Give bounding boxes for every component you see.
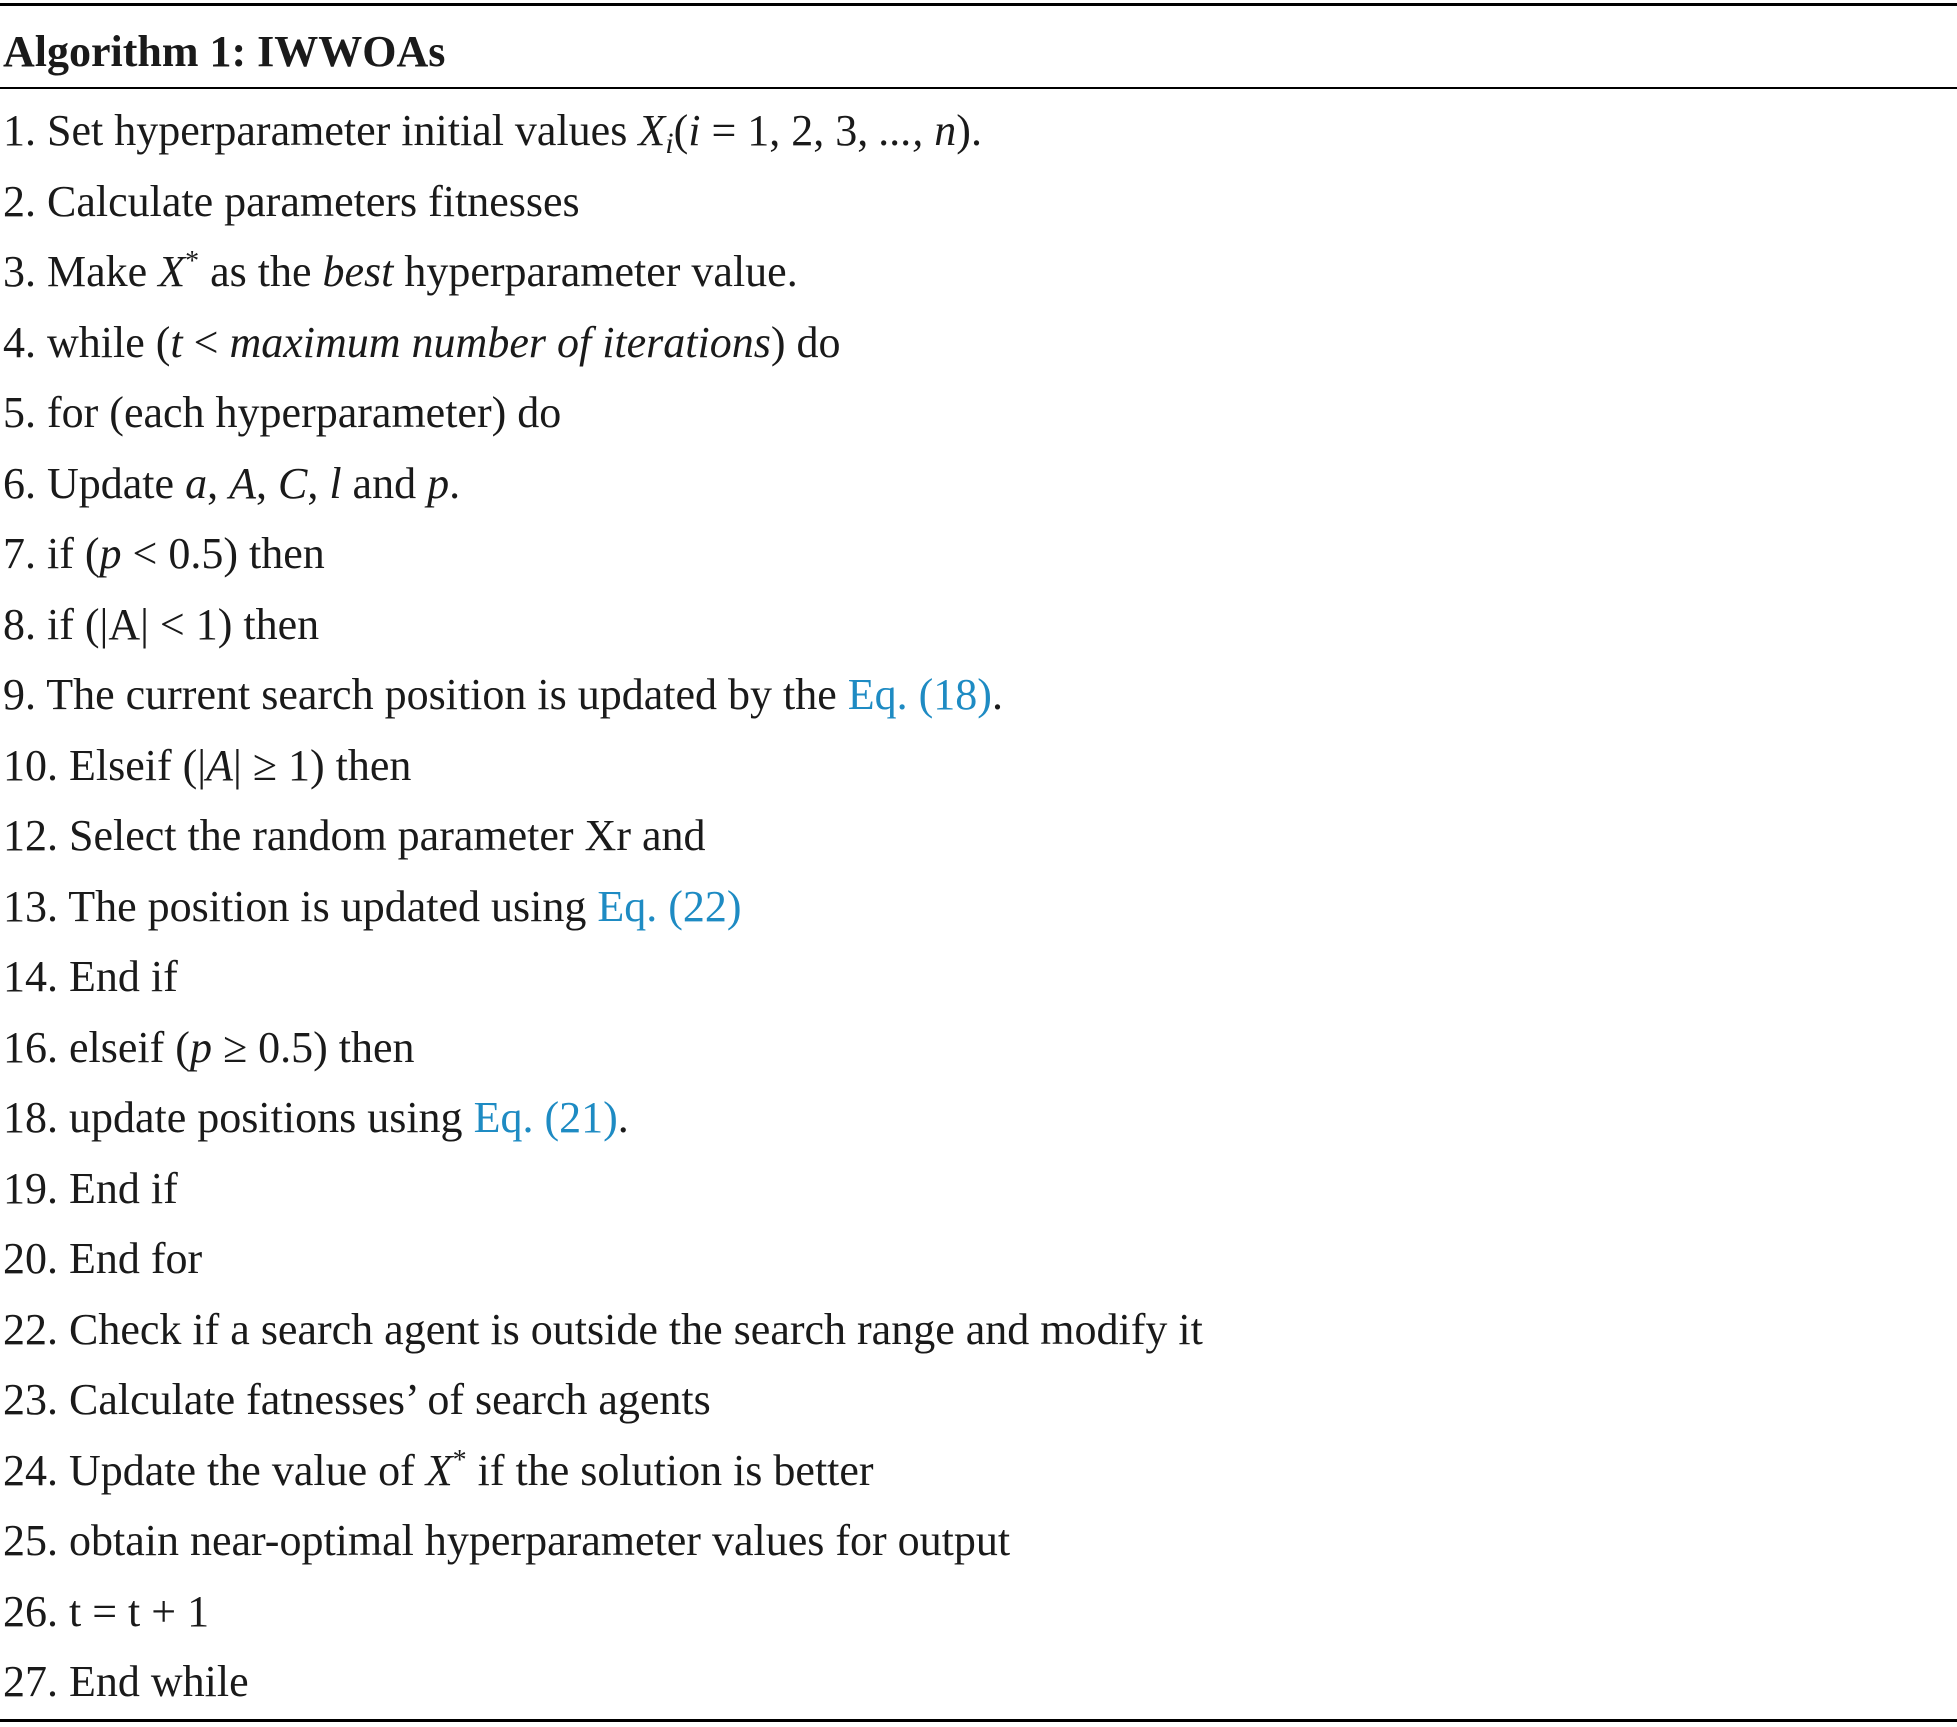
step-9: 9. The current search position is updated by the Eq. (18).: [3, 670, 1003, 719]
step-16: 16. elseif (p ≥ 0.5) then: [3, 1022, 415, 1072]
step-25: 25. obtain near-optimal hyperparameter values for output: [3, 1516, 1011, 1565]
step-22: 22. Check if a search agent is outside the search range and modify it: [3, 1304, 1203, 1354]
step-12: 12. Select the random parameter Xr and: [3, 811, 706, 860]
step-5: 5. for (each hyperparameter) do: [3, 388, 562, 437]
step-7: 7. if (p < 0.5) then: [3, 529, 325, 578]
step-23: 23. Calculate fatnesses’ of search agents: [3, 1375, 711, 1424]
bottom-rule: [0, 1719, 1957, 1722]
step-4: 4. while (t < maximum number of iterations) do: [3, 317, 841, 367]
step-13: 13. The position is updated using Eq. (22): [3, 881, 742, 931]
algorithm-steps: [3, 96, 1203, 1718]
top-rule: [0, 3, 1957, 6]
header-rule: [0, 87, 1957, 89]
step-27: 27. End while: [3, 1657, 249, 1706]
step-26: 26. t = t + 1: [3, 1586, 210, 1636]
step-2: 2. Calculate parameters fitnesses: [3, 176, 580, 226]
step-19: 19. End if: [3, 1163, 178, 1213]
step-3: 3. Make X* as the best hyperparameter value.: [3, 246, 798, 296]
step-14: 14. End if: [3, 952, 178, 1001]
step-10: 10. Elseif (|A| ≥ 1) then: [3, 740, 412, 790]
step-24: 24. Update the value of X* if the solution is better: [3, 1444, 874, 1495]
eq-22-link[interactable]: Eq. (22): [597, 881, 742, 931]
eq-21-link[interactable]: Eq. (21): [473, 1093, 618, 1142]
step-1: 1. Set hyperparameter initial values $X_i(i = 1$, 2, 3, ..., n).: [3, 106, 982, 160]
step-6: 6. Update a, A, C, l and p.: [3, 458, 461, 508]
algorithm-title: Algorithm 1: IWWOAs: [3, 27, 446, 76]
eq-18-link[interactable]: Eq. (18): [847, 670, 992, 719]
step-18: 18. update positions using Eq. (21).: [3, 1093, 629, 1142]
step-8: 8. if (|A| < 1) then: [3, 599, 320, 649]
step-20: 20. End for: [3, 1234, 203, 1283]
